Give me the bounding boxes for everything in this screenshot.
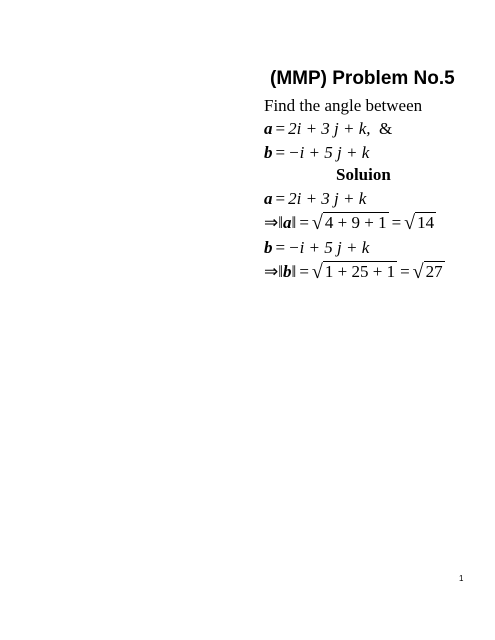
norm-b-radicand: 1 + 25 + 1 [324, 262, 396, 281]
vector-a-components: 2i + 3 j + k, [288, 119, 371, 138]
implies-arrow: ⇒ [264, 262, 279, 281]
sqrt-norm-b-result: √ 27 [412, 261, 443, 283]
implies-arrow: ⇒ [264, 213, 279, 232]
norm-a-symbol: a [283, 213, 292, 232]
given-vector-a [264, 119, 392, 139]
equals-sign: = [275, 143, 286, 162]
solution-vector-b [264, 238, 369, 258]
equals-sign: = [299, 213, 309, 232]
equals-sign: = [275, 119, 286, 138]
equals-sign: = [275, 189, 286, 208]
equals-sign: = [299, 262, 309, 281]
problem-statement: Find the angle between [264, 96, 423, 115]
vector-a-symbol: a [264, 119, 273, 138]
page-title: (MMP) Problem No.5 [270, 68, 455, 89]
equals-sign: = [275, 238, 286, 257]
given-vector-b [264, 143, 369, 163]
norm-b-result: 27 [425, 262, 443, 281]
vector-b-components: −i + 5 j + k [288, 143, 370, 162]
equals-sign: = [391, 213, 402, 232]
solution-heading: Soluion [336, 165, 391, 184]
sqrt-norm-b-radicand: √ 1 + 25 + 1 [311, 261, 396, 283]
vector-a-symbol: a [264, 189, 273, 208]
vector-a-components: 2i + 3 j + k [288, 189, 367, 208]
and-sign: & [379, 119, 393, 138]
vector-b-components: −i + 5 j + k [288, 238, 370, 257]
norm-b-line: ⇒‖b‖ = √ 1 + 25 + 1 = √ 27 [264, 261, 443, 283]
norm-b-symbol: b [283, 262, 292, 281]
equals-sign: = [400, 262, 410, 281]
vector-b-symbol: b [264, 143, 273, 162]
norm-a-line: ⇒‖a‖ = √ 4 + 9 + 1 = √ 14 [264, 212, 435, 234]
sqrt-norm-a-result: √ 14 [404, 212, 435, 234]
solution-vector-a [264, 189, 366, 209]
norm-a-radicand: 4 + 9 + 1 [324, 213, 387, 232]
norm-a-result: 14 [417, 213, 435, 232]
page-number: 1 [459, 574, 464, 583]
sqrt-norm-a-radicand: √ 4 + 9 + 1 [311, 212, 387, 234]
vector-b-symbol: b [264, 238, 273, 257]
